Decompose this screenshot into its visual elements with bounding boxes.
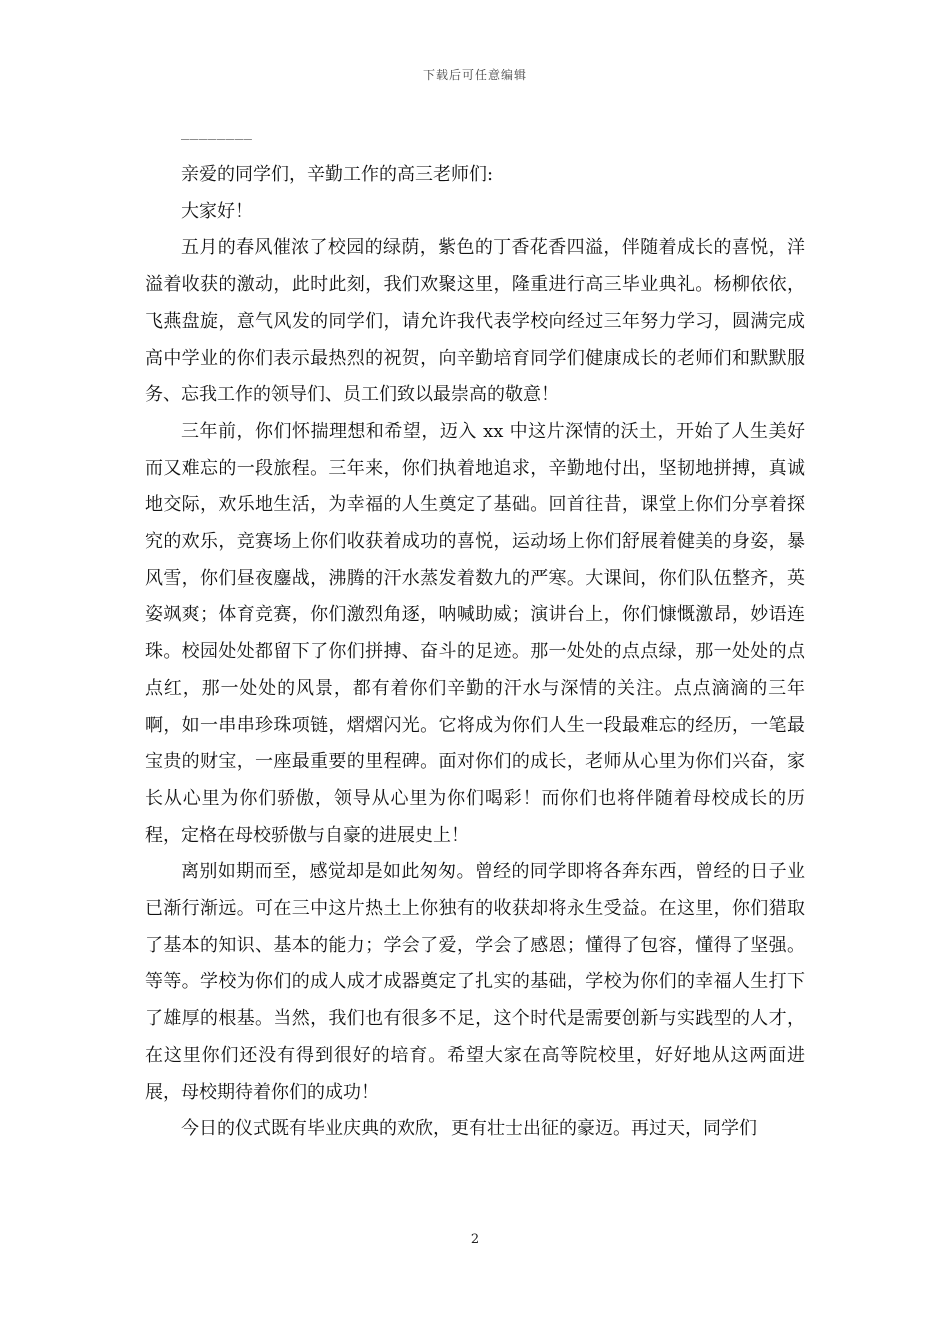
paragraph-3: 离别如期而至，感觉却是如此匆匆。曾经的同学即将各奔东西，曾经的日子业已渐行渐远。可在三中这片热土上你独有的收获却将永生受益。在这里，你们猎取了基本的知识、基本的能力；学会了爱，学会了感恩；懂得了包容，懂得了坚强。等等。学校为你们的成人成才成器奠定了扎实的基础，学校为你们的幸福人生打下了雄厚的根基。当然，我们也有很多不足，这个时代是需要创新与实践型的人才，在这里你们还没有得到很好的培育。希望大家在高等院校里，好好地从这两面进展，母校期待着你们的成功！ [145,861,805,1103]
separator-line: ________ [181,124,253,140]
paragraph-4: 今日的仪式既有毕业庆典的欢欣，更有壮士出征的豪迈。再过天，同学们 [181,1118,757,1140]
greeting: 大家好！ [181,200,253,222]
page-number: 2 [470,1232,480,1247]
paragraph-1: 五月的春风催浓了校园的绿荫，紫色的丁香花香四溢，伴随着成长的喜悦，洋溢着收获的激动，此时此刻，我们欢聚这里，隆重进行高三毕业典礼。杨柳依依，飞燕盘旋，意气风发的同学们，请允许我代表学校向经过三年努力学习，圆满完成高中学业的你们表示最热烈的祝贺，向辛勤培育同学们健康成长的老师们和默默服务、忘我工作的领导们、员工们致以最崇高的敬意！ [145,237,805,406]
salutation: 亲爱的同学们，辛勤工作的高三老师们: [181,164,494,185]
document-body [145,157,805,1148]
paragraph-2: 三年前，你们怀揣理想和希望，迈入 xx 中这片深情的沃土，开始了人生美好而又难忘的一段旅程。三年来，你们执着地追求，辛勤地付出，坚韧地拼搏，真诚地交际，欢乐地生活，为幸福的人生奠定了基础。回首往昔，课堂上你们分享着探究的欢乐，竞赛场上你们收获着成功的喜悦，运动场上你们舒展着健美的身姿，暴风雪，你们昼夜鏖战，沸腾的汗水蒸发着数九的严寒。大课间，你们队伍整齐，英姿飒爽；体育竞赛，你们激烈角逐，呐喊助威；演讲台上，你们慷慨激昂，妙语连珠。校园处处都留下了你们拼搏、奋斗的足迹。那一处处的点点绿，那一处处的点点红，那一处处的风景，都有着你们辛勤的汗水与深情的关注。点点滴滴的三年啊，如一串串珍珠项链，熠熠闪光。它将成为你们人生一段最难忘的经历，一笔最宝贵的财宝，一座最重要的里程碑。面对你们的成长，老师从心里为你们兴奋，家长从心里为你们骄傲，领导从心里为你们喝彩！而你们也将伴随着母校成长的历程，定格在母校骄傲与自豪的进展史上！ [145,420,805,846]
page-header: 下载后可任意编辑 [422,68,527,82]
